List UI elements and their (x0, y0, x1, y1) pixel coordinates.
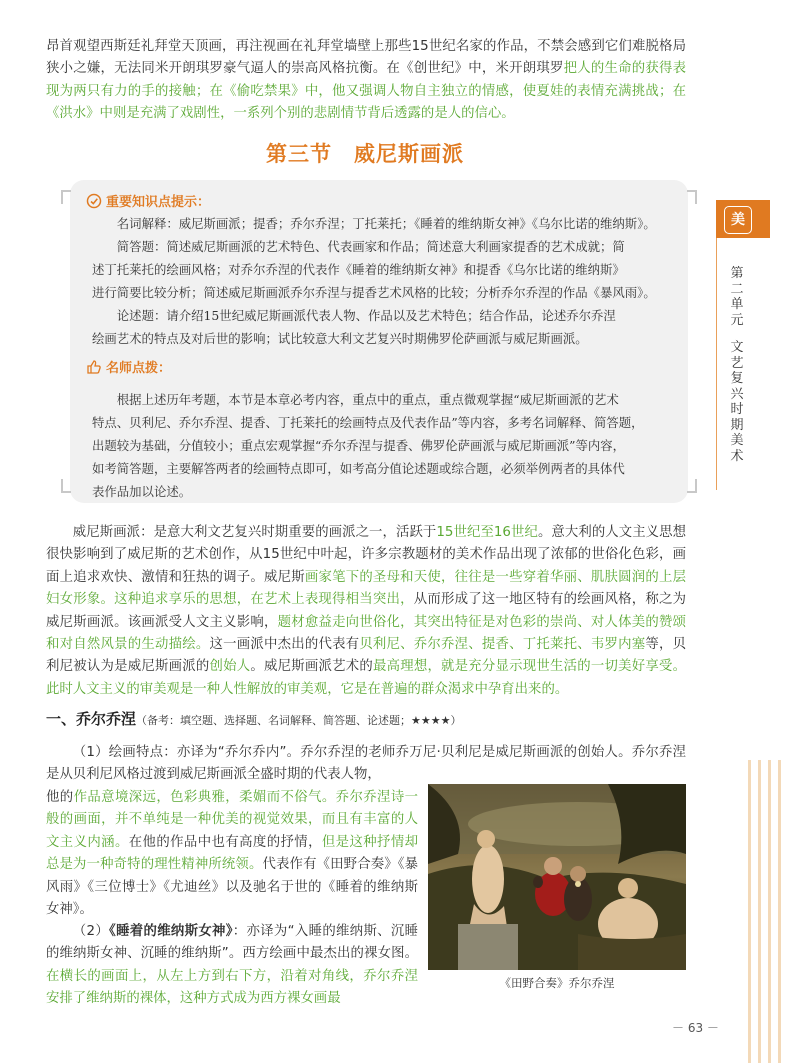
venice-highlight: 画家笔下的圣母和天使，往往是一些穿着华丽、肌肤圆润的上层妇女形象。这种追求享乐的思想，在艺术上表现得相当突出， (46, 569, 687, 608)
giorgione-highlight: 在横长的画面上，从左上方到右下方，沿着对角线，乔尔乔涅安排了维纳斯的裸体，这种方式成为西方裸女画最 (46, 968, 418, 1007)
unit-badge (716, 200, 770, 238)
giorgione-p2 (46, 921, 418, 1011)
giorgione-highlight: 但是这种抒情却总是为一种奇特的理性精神所统领。 (46, 834, 419, 873)
venice-text: 。意大利的人文主义思想很快影响到了威尼斯的艺术创作，从15世纪中叶起，许多宗教题材的美术作品出现了浓郁的世俗化色彩，画面上追求欢快、激情和狂热的调子。威尼斯 (46, 525, 687, 585)
teacher-line: 如考简答题，主要解答两者的绘画特点即可，如考高分值论述题或综合题，必须举例两者的具体代 (92, 461, 625, 476)
giorgione-highlight: 作品意境深远，色彩典雅，柔媚而不俗气。乔尔乔涅诗一般的画面，并不单纯是一种优美的视觉效果，而且有丰富的人文主义内涵。 (46, 790, 419, 850)
section-title: 第三节 威尼斯画派 (266, 141, 464, 166)
giorgione-text: （2） (72, 924, 110, 939)
box-corner (687, 479, 697, 493)
giorgione-p1-wide (46, 742, 686, 787)
unit-badge-icon: 美 (724, 206, 752, 234)
box-corner (687, 190, 697, 204)
knowledge-box (70, 180, 688, 503)
unit-number: 第二单元 (730, 266, 744, 328)
decorative-stripes (740, 760, 790, 1063)
giorgione-text: ：亦译为“入睡的维纳斯、沉睡的维纳斯女神、沉睡的维纳斯”。西方绘画中最杰出的裸女图。 (46, 924, 418, 962)
giorgione-heading-text: 一、乔尔乔涅 (46, 710, 137, 728)
venus-title: 《睡着的维纳斯女神》 (109, 924, 233, 939)
venice-highlight: 题材愈益走向世俗化，其突出特征是对色彩的崇尚、对人体美的赞颂和对自然风景的生动描绘。 (46, 614, 687, 653)
teacher-thumb-icon (86, 359, 102, 375)
venice-highlight: 15世纪至16世纪 (436, 525, 538, 540)
intro-highlight: 把人的生命的获得表现为两只有力的手的接触；在《偷吃禁果》中，他又强调人物自主独立的情感，使夏娃的表情充满挑战；在《洪水》中则是充满了戏剧性，一系列个别的悲剧情节背后透露的是人的信心。 (46, 61, 687, 122)
knowledge-heading-text: 重要知识点提示： (106, 195, 211, 210)
venice-text: 。威尼斯画派艺术的 (250, 659, 373, 675)
giorgione-text: 他的 (46, 790, 74, 805)
giorgione-text: （1）绘画特点：亦译为“乔尔乔内”。乔尔乔涅的老师乔万尼·贝利尼是威尼斯画派的创始人。乔尔乔涅是从贝利尼风格过渡到威尼斯画派全盛时期的代表人物， (46, 745, 686, 783)
sidebar-unit-label (726, 266, 748, 464)
knowledge-line: 绘画艺术的特点及对后世的影响；试比较意大利文艺复兴时期佛罗伦萨画派与威尼斯画派。 (92, 331, 588, 346)
teacher-body (92, 388, 670, 503)
knowledge-check-icon (86, 193, 102, 209)
knowledge-heading (86, 191, 210, 210)
knowledge-line: 简答题：简述威尼斯画派的艺术特色、代表画家和作品；简述意大利画家提香的艺术成就；简 (116, 239, 625, 254)
pastoral-concert-painting (428, 784, 686, 970)
giorgione-text: 代表作有《田野合奏》《暴风雨》《三位博士》《尤迪丝》以及驰名于世的《睡着的维纳斯女神》。 (46, 857, 418, 918)
exam-note: （备考：填空题、选择题、名词解释、简答题、论述题；★★★★） (136, 714, 462, 727)
venice-text: 从而形成了这一地区特有的绘画风格，称之为威尼斯画派。该画派受人文主义影响， (46, 592, 687, 630)
intro-paragraph (46, 36, 686, 126)
unit-topic: 文艺复兴时期美术 (730, 340, 744, 464)
venice-text: 等，贝利尼被认为是威尼斯画派的 (46, 637, 687, 675)
knowledge-body (92, 212, 670, 350)
teacher-line: 出题较为基础，分值较小；重点宏观掌握“乔尔乔涅与提香、佛罗伦萨画派与威尼斯画派”等内容， (92, 438, 626, 453)
venice-highlight: 创始人 (209, 659, 251, 675)
box-corner (61, 479, 71, 493)
knowledge-line: 述丁托莱托的绘画风格；对乔尔乔涅的代表作《睡着的维纳斯女神》和提香《乌尔比诺的维纳斯》 (92, 262, 625, 277)
knowledge-line: 论述题：请介绍15世纪威尼斯画派代表人物、作品以及艺术特色；结合作品，论述乔尔乔涅 (116, 308, 616, 323)
knowledge-line: 名词解释：威尼斯画派；提香；乔尔乔涅；丁托莱托；《睡着的维纳斯女神》《乌尔比诺的维纳斯》。 (116, 216, 656, 231)
teacher-heading (86, 357, 171, 376)
teacher-heading-text: 名师点拨： (106, 361, 172, 376)
giorgione-p1-narrow (46, 787, 418, 921)
venice-highlight: 贝利尼、乔尔乔涅、提香、丁托莱托、韦罗内塞 (359, 637, 646, 653)
venice-text: 这一画派中杰出的代表有 (209, 637, 360, 653)
box-corner (61, 190, 71, 204)
venice-highlight: 最高理想，就是充分显示现世生活的一切美好享受。此时人文主义的审美观是一种人性解放的审美观，它是在普遍的群众渴求中孕育出来的。 (46, 659, 687, 697)
teacher-line: 根据上述历年考题，本节是本章必考内容，重点中的重点，重点微观掌握“威尼斯画派的艺术 (116, 392, 619, 407)
intro-text: 昂首观望西斯廷礼拜堂天顶画，再注视画在礼拜堂墙壁上那些15世纪名家的作品，不禁会感到它们难脱格局狭小之嫌，无法同米开朗琪罗豪气逼人的崇高风格抗衡。在《创世纪》中，米开朗琪罗 (46, 39, 686, 77)
venice-paragraph (46, 522, 686, 701)
giorgione-heading (46, 708, 461, 729)
sidebar-divider (716, 238, 717, 490)
venice-text: 威尼斯画派：是意大利文艺复兴时期重要的画派之一，活跃于 (72, 525, 437, 540)
teacher-line: 特点、贝利尼、乔尔乔涅、提香、丁托莱托的绘画特点及代表作品”等内容，多考名词解释、简答题， (92, 415, 644, 430)
page-number: － 63 － (672, 1021, 719, 1035)
teacher-line: 表作品加以论述。 (92, 484, 192, 499)
giorgione-text: 在他的作品中也有高度的抒情， (128, 834, 322, 850)
painting-caption: 《田野合奏》乔尔乔涅 (499, 976, 615, 990)
knowledge-line: 进行简要比较分析；简述威尼斯画派乔尔乔涅与提香艺术风格的比较；分析乔尔乔涅的作品《暴风雨》。 (92, 285, 656, 300)
